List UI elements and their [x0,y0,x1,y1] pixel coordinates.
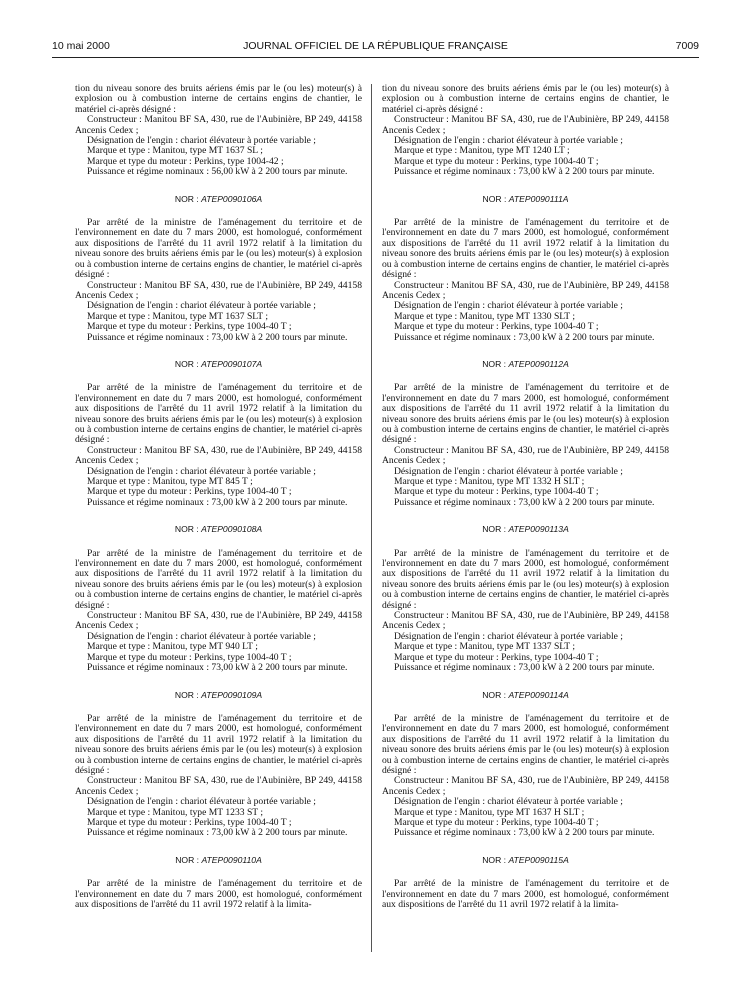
puissance-line: Puissance et régime nominaux : 73,00 kW à 2 200 tours par minute. [394,331,655,343]
marque-line: Marque et type : Manitou, type MT 1332 H SLT ; [394,476,585,487]
nor-label: NOR : [174,689,199,700]
decree-intro: Par arrêté de la ministre de l'aménagement du territoire et de l'environnement en date du 7 mars 2000, est homologué, conformément aux dispositions de l'arrêté du 11 avril 1972 relatif à la limita- [75,878,362,910]
left-column [75,84,362,910]
nor-label: NOR : [482,689,507,700]
moteur-line: Marque et type du moteur : Perkins, type 1004-40 T ; [87,486,292,498]
nor-reference [75,855,362,865]
nor-code: ATEP0090107A [201,358,263,369]
decree-entry [75,690,362,839]
moteur-line: Marque et type du moteur : Perkins, type 1004-42 ; [87,155,284,167]
marque-line: Marque et type : Manitou, type MT 1637 SL ; [87,145,263,157]
nor-code: ATEP0090108A [201,524,263,535]
page-number: 7009 [675,40,699,52]
decree-entry [75,359,362,508]
decree-intro: Par arrêté de la ministre de l'aménagement du territoire et de l'environnement en date du 7 mars 2000, est homologué, conformément aux dispositions de l'arrêté du 11 avril 1972 relatif à la limitation du niveau sonore des bruits aériens émis par le (ou les) moteur(s) à explosion ou à combustion interne de certains engins de chantier, le matériel ci-après désigné : [382,217,669,281]
decree-intro: Par arrêté de la ministre de l'aménagement du territoire et de l'environnement en date du 7 mars 2000, est homologué, conformément aux dispositions de l'arrêté du 11 avril 1972 relatif à la limitation du niveau sonore des bruits aériens émis par le (ou les) moteur(s) à explosion ou à combustion interne de certains engins de chantier, le matériel ci-après désigné : [75,217,362,281]
nor-label: NOR : [175,854,200,865]
constructeur-line: Constructeur : Manitou BF SA, 430, rue de l'Aubinière, BP 249, 44158 Ancenis Cedex ; [75,610,362,632]
marque-line: Marque et type : Manitou, type MT 1240 LT ; [394,145,570,157]
nor-reference [382,359,669,369]
moteur-line: Marque et type du moteur : Perkins, type 1004-40 T ; [87,816,292,828]
moteur-line: Marque et type du moteur : Perkins, type 1004-40 T ; [394,321,599,333]
marque-line: Marque et type : Manitou, type MT 1337 SLT ; [394,641,576,653]
nor-reference [75,524,362,534]
journal-title: JOURNAL OFFICIEL DE LA RÉPUBLIQUE FRANÇAISE [243,40,508,52]
puissance-line: Puissance et régime nominaux : 73,00 kW à 2 200 tours par minute. [87,331,348,343]
constructeur-line: Constructeur : Manitou BF SA, 430, rue de l'Aubinière, BP 249, 44158 Ancenis Cedex ; [75,279,362,301]
moteur-line: Marque et type du moteur : Perkins, type 1004-40 T ; [394,155,599,167]
nor-reference [382,524,669,534]
designation-line: Désignation de l'engin : chariot élévateur à portée variable ; [87,630,316,642]
nor-label: NOR : [174,193,199,204]
designation-line: Désignation de l'engin : chariot élévateur à portée variable ; [394,135,623,147]
issue-date: 10 mai 2000 [52,40,110,52]
designation-line: Désignation de l'engin : chariot élévateur à portée variable ; [87,300,316,312]
marque-line: Marque et type : Manitou, type MT 1330 SLT ; [394,310,576,322]
moteur-line: Marque et type du moteur : Perkins, type 1004-40 T ; [87,651,292,663]
puissance-line: Puissance et régime nominaux : 56,00 kW à 2 200 tours par minute. [87,166,348,178]
nor-code: ATEP0090111A [508,193,569,204]
designation-line: Désignation de l'engin : chariot élévateur à portée variable ; [394,630,623,642]
nor-reference [75,690,362,700]
lead-paragraph: tion du niveau sonore des bruits aériens émis par le (ou les) moteur(s) à explosion ou à combustion interne de certains engins de chantier, le matériel ci-après désigné : [382,83,669,115]
puissance-line: Puissance et régime nominaux : 73,00 kW à 2 200 tours par minute. [394,827,655,839]
designation-line: Désignation de l'engin : chariot élévateur à portée variable ; [87,796,316,808]
decree-intro: Par arrêté de la ministre de l'aménagement du territoire et de l'environnement en date du 7 mars 2000, est homologué, conformément aux dispositions de l'arrêté du 11 avril 1972 relatif à la limita- [382,878,669,910]
designation-line: Désignation de l'engin : chariot élévateur à portée variable ; [87,465,316,477]
column-divider [371,84,372,952]
nor-code: ATEP0090106A [201,193,263,204]
nor-reference [382,855,669,865]
constructeur-line: Constructeur : Manitou BF SA, 430, rue de l'Aubinière, BP 249, 44158 Ancenis Cedex ; [382,114,669,136]
nor-reference [75,194,362,204]
decree-entry [75,524,362,673]
decree-entry [382,359,669,508]
designation-line: Désignation de l'engin : chariot élévateur à portée variable ; [394,796,623,808]
nor-code: ATEP0090115A [508,854,569,865]
constructeur-line: Constructeur : Manitou BF SA, 430, rue de l'Aubinière, BP 249, 44158 Ancenis Cedex ; [382,444,669,467]
designation-line: Désignation de l'engin : chariot élévateur à portée variable ; [87,135,316,147]
puissance-line: Puissance et régime nominaux : 73,00 kW à 2 200 tours par minute. [394,166,655,178]
header-rule [52,57,699,58]
decree-entry [75,194,362,343]
decree-intro: Par arrêté de la ministre de l'aménagement du territoire et de l'environnement en date du 7 mars 2000, est homologué, conformément aux dispositions de l'arrêté du 11 avril 1972 relatif à la limitation du niveau sonore des bruits aériens émis par le (ou les) moteur(s) à explosion ou à combustion interne de certains engins de chantier, le matériel ci-après désigné : [382,547,669,611]
marque-line: Marque et type : Manitou, type MT 845 T ; [87,476,253,487]
moteur-line: Marque et type du moteur : Perkins, type 1004-40 T ; [394,651,599,663]
decree-intro: Par arrêté de la ministre de l'aménagement du territoire et de l'environnement en date du 7 mars 2000, est homologué, conformément aux dispositions de l'arrêté du 11 avril 1972 relatif à la limitation du niveau sonore des bruits aériens émis par le (ou les) moteur(s) à explosion ou à combustion interne de certains engins de chantier, le matériel ci-après désigné : [382,382,669,446]
constructeur-line: Constructeur : Manitou BF SA, 430, rue de l'Aubinière, BP 249, 44158 Ancenis Cedex ; [382,610,669,632]
nor-label: NOR : [482,358,507,369]
moteur-line: Marque et type du moteur : Perkins, type 1004-40 T ; [394,486,599,498]
decree-intro: Par arrêté de la ministre de l'aménagement du territoire et de l'environnement en date du 7 mars 2000, est homologué, conformément aux dispositions de l'arrêté du 11 avril 1972 relatif à la limitation du niveau sonore des bruits aériens émis par le (ou les) moteur(s) à explosion ou à combustion interne de certains engins de chantier, le matériel ci-après désigné : [75,382,362,446]
nor-label: NOR : [482,854,507,865]
constructeur-line: Constructeur : Manitou BF SA, 430, rue de l'Aubinière, BP 249, 44158 Ancenis Cedex ; [75,444,362,467]
nor-code: ATEP0090110A [201,854,262,865]
lead-paragraph: tion du niveau sonore des bruits aériens émis par le (ou les) moteur(s) à explosion ou à combustion interne de certains engins de chantier, le matériel ci-après désigné : [75,83,362,115]
nor-reference [382,690,669,700]
puissance-line: Puissance et régime nominaux : 73,00 kW à 2 200 tours par minute. [87,827,348,839]
moteur-line: Marque et type du moteur : Perkins, type 1004-40 T ; [394,816,599,828]
moteur-line: Marque et type du moteur : Perkins, type 1004-40 T ; [87,321,292,333]
nor-code: ATEP0090114A [508,689,569,700]
marque-line: Marque et type : Manitou, type MT 1637 H SLT ; [394,806,585,818]
marque-line: Marque et type : Manitou, type MT 1233 ST ; [87,806,264,818]
puissance-line: Puissance et régime nominaux : 73,00 kW à 2 200 tours par minute. [87,496,348,508]
decree-entry [382,524,669,673]
designation-line: Désignation de l'engin : chariot élévateur à portée variable ; [394,300,623,312]
nor-label: NOR : [482,524,507,535]
constructeur-line: Constructeur : Manitou BF SA, 430, rue de l'Aubinière, BP 249, 44158 Ancenis Cedex ; [382,279,669,301]
decree-entry [382,690,669,839]
designation-line: Désignation de l'engin : chariot élévateur à portée variable ; [394,465,623,477]
decree-entry [75,855,362,911]
nor-label: NOR : [482,193,507,204]
nor-code: ATEP0090112A [508,358,569,369]
constructeur-line: Constructeur : Manitou BF SA, 430, rue de l'Aubinière, BP 249, 44158 Ancenis Cedex ; [75,114,362,136]
marque-line: Marque et type : Manitou, type MT 1637 SLT ; [87,310,269,322]
decree-intro: Par arrêté de la ministre de l'aménagement du territoire et de l'environnement en date du 7 mars 2000, est homologué, conformément aux dispositions de l'arrêté du 11 avril 1972 relatif à la limitation du niveau sonore des bruits aériens émis par le (ou les) moteur(s) à explosion ou à combustion interne de certains engins de chantier, le matériel ci-après désigné : [382,712,669,776]
nor-code: ATEP0090113A [508,524,569,535]
decree-entry [382,194,669,343]
constructeur-line: Constructeur : Manitou BF SA, 430, rue de l'Aubinière, BP 249, 44158 Ancenis Cedex ; [382,775,669,797]
decree-entry [382,855,669,911]
nor-code: ATEP0090109A [201,689,263,700]
nor-label: NOR : [174,358,199,369]
puissance-line: Puissance et régime nominaux : 73,00 kW à 2 200 tours par minute. [394,496,655,508]
decree-intro: Par arrêté de la ministre de l'aménagement du territoire et de l'environnement en date du 7 mars 2000, est homologué, conformément aux dispositions de l'arrêté du 11 avril 1972 relatif à la limitation du niveau sonore des bruits aériens émis par le (ou les) moteur(s) à explosion ou à combustion interne de certains engins de chantier, le matériel ci-après désigné : [75,547,362,611]
constructeur-line: Constructeur : Manitou BF SA, 430, rue de l'Aubinière, BP 249, 44158 Ancenis Cedex ; [75,775,362,797]
right-column [382,84,669,910]
nor-label: NOR : [174,524,199,535]
marque-line: Marque et type : Manitou, type MT 940 LT ; [87,641,258,653]
page-header [52,40,699,54]
puissance-line: Puissance et régime nominaux : 73,00 kW à 2 200 tours par minute. [87,662,348,674]
puissance-line: Puissance et régime nominaux : 73,00 kW à 2 200 tours par minute. [394,662,655,674]
nor-reference [382,194,669,204]
decree-intro: Par arrêté de la ministre de l'aménagement du territoire et de l'environnement en date du 7 mars 2000, est homologué, conformément aux dispositions de l'arrêté du 11 avril 1972 relatif à la limitation du niveau sonore des bruits aériens émis par le (ou les) moteur(s) à explosion ou à combustion interne de certains engins de chantier, le matériel ci-après désigné : [75,712,362,776]
nor-reference [75,359,362,369]
